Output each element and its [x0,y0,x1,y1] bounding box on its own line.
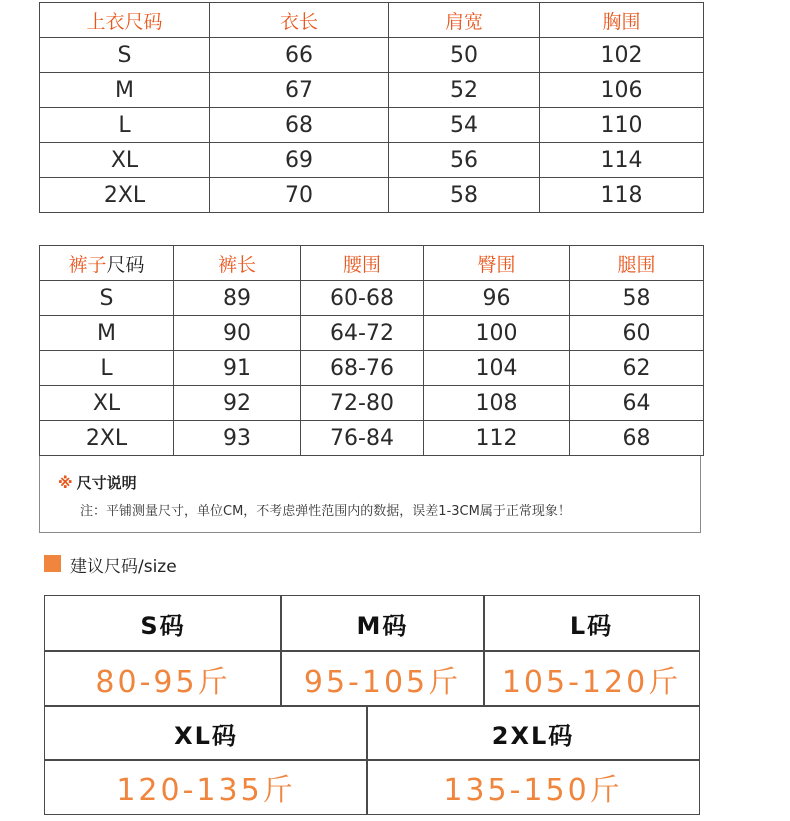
table-cell: XL [40,143,210,178]
table-cell: 68-76 [301,351,424,386]
table-cell: 60-68 [301,281,424,316]
table-row [40,108,704,143]
table-header-row [40,246,704,281]
table-cell: 69 [210,143,389,178]
table-row [40,178,704,213]
table-cell: 68 [570,421,704,456]
weight-cell: 80-95斤 [44,650,282,707]
table-cell: 104 [424,351,570,386]
table-cell: M [40,316,174,351]
table-cell: 93 [174,421,301,456]
weight-cell: 135-150斤 [366,759,700,815]
table-cell: 58 [570,281,704,316]
table-cell: 70 [210,178,389,213]
table-cell: 92 [174,386,301,421]
table-header-row [40,3,704,38]
table-cell: 76-84 [301,421,424,456]
weight-cell: 105-120斤 [483,650,700,707]
table-row [40,281,704,316]
table-cell: M [40,73,210,108]
table-cell: 2XL [40,178,210,213]
header-suffix: 尺码 [106,253,145,276]
header-cell: 腿围 [570,246,704,281]
size-cell: M码 [280,595,485,652]
table-cell: 90 [174,316,301,351]
reference-mark-icon: ※ [58,474,73,492]
table-cell: L [40,108,210,143]
top-size-table [39,2,704,213]
orange-square-icon [44,555,61,572]
table-row [40,38,704,73]
header-cell: 衣长 [210,3,389,38]
table-cell: 67 [210,73,389,108]
table-cell: 64 [570,386,704,421]
table-cell: 60 [570,316,704,351]
header-cell: 胸围 [540,3,704,38]
size-cell: L码 [483,595,700,652]
table-row [40,351,704,386]
header-cell: 裤长 [174,246,301,281]
table-cell: 108 [424,386,570,421]
table-cell: 62 [570,351,704,386]
header-cell [40,246,174,281]
size-cell: S码 [44,595,282,652]
recommendation-label: 建议尺码/size [70,557,177,577]
table-cell: 50 [389,38,540,73]
notes-title [58,472,137,493]
recommendation-table [44,595,700,815]
header-cell: 肩宽 [389,3,540,38]
pants-size-table [39,245,704,456]
size-notes-box [39,456,701,533]
table-cell: 91 [174,351,301,386]
table-row [40,421,704,456]
weight-cell: 120-135斤 [44,759,368,815]
table-cell: 72-80 [301,386,424,421]
table-cell: 112 [424,421,570,456]
table-cell: 68 [210,108,389,143]
header-prefix: 裤子 [68,253,107,276]
table-cell: 66 [210,38,389,73]
table-cell: 64-72 [301,316,424,351]
table-cell: 100 [424,316,570,351]
table-cell: 118 [540,178,704,213]
size-cell: 2XL码 [366,705,700,761]
header-cell: 腰围 [301,246,424,281]
notes-text: 注：平铺测量尺寸，单位CM，不考虑弹性范围内的数据，误差1-3CM属于正常现象！ [80,504,571,519]
table-cell: 89 [174,281,301,316]
table-cell: 58 [389,178,540,213]
header-cell: 臀围 [424,246,570,281]
table-cell: XL [40,386,174,421]
header-cell: 上衣尺码 [40,3,210,38]
table-cell: 54 [389,108,540,143]
table-cell: 52 [389,73,540,108]
table-cell: 96 [424,281,570,316]
table-cell: S [40,281,174,316]
table-cell: 102 [540,38,704,73]
table-cell: L [40,351,174,386]
table-cell: S [40,38,210,73]
table-cell: 56 [389,143,540,178]
table-row [40,316,704,351]
table-row [40,386,704,421]
size-cell: XL码 [44,705,368,761]
table-row [40,73,704,108]
notes-title-text: 尺寸说明 [76,474,137,492]
table-cell: 114 [540,143,704,178]
table-row [40,143,704,178]
weight-cell: 95-105斤 [280,650,485,707]
table-cell: 106 [540,73,704,108]
table-cell: 2XL [40,421,174,456]
table-cell: 110 [540,108,704,143]
